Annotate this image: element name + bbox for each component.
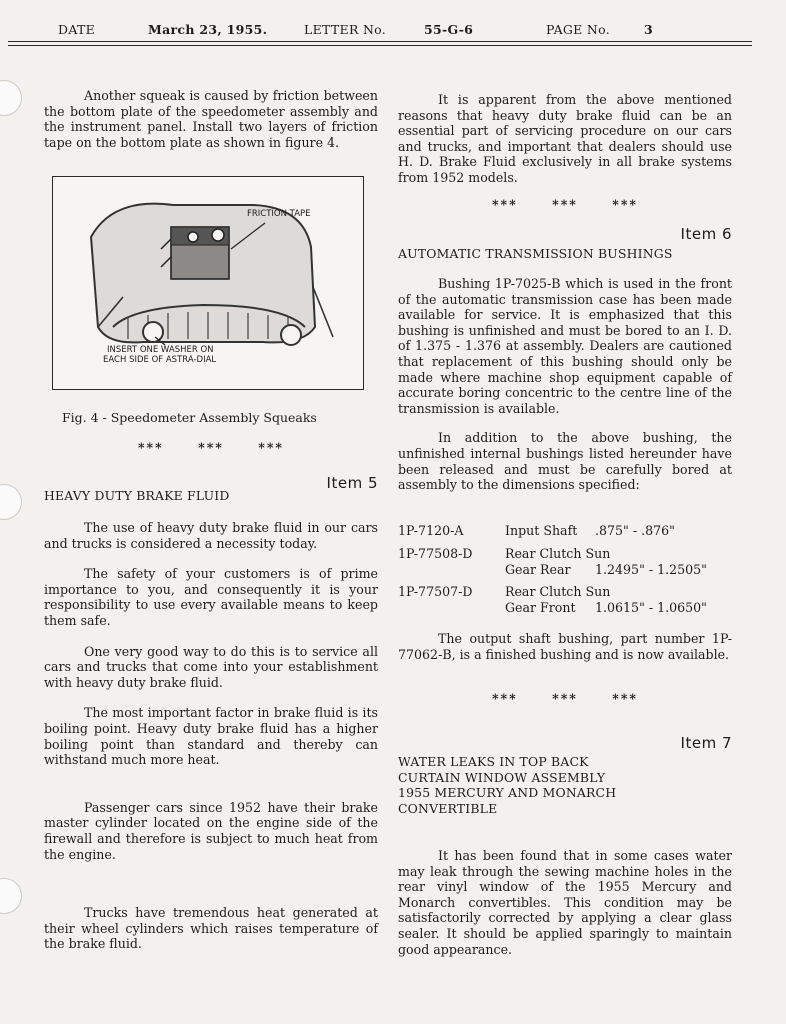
figure-caption: Fig. 4 - Speedometer Assembly Squeaks (62, 410, 317, 425)
page-label: PAGE No. (546, 22, 610, 37)
part-description-2: Gear Front (505, 600, 576, 615)
paragraph-brake-conclusion: It is apparent from the above mentioned reasons that heavy duty brake fluid can be an essential part of servicing procedure on our cars and trucks, and important that dealers should use H. D. Brake Fluid exclusively in all brake systems from 1952 models. (398, 92, 732, 185)
paragraph-brake-3: One very good way to do this is to service all cars and trucks that come into your establishment with heavy duty brake fluid. (44, 643, 378, 690)
part-number: 1P-77507-D (398, 584, 473, 599)
left-column-brake (44, 520, 378, 952)
header-rule (8, 41, 752, 42)
paragraph-bushing: Bushing 1P-7025-B which is used in the front of the automatic transmission case has been made available for service. It is emphasized that this bushing is unfinished and must be bored to an I. D. of 1.375 - 1.376 at assembly. Dealers are cautioned that replacement of this bushing should only be made where machine shop equipment capable of accurate boring concentric to the centre line of the transmission is available. (398, 276, 732, 416)
heading-water-leaks-line: CONVERTIBLE (398, 800, 498, 816)
figure-speedometer (52, 176, 364, 390)
date-label: DATE (58, 22, 96, 37)
figure-label-washer-1: INSERT ONE WASHER ON (107, 345, 214, 355)
paragraph-brake-1: The use of heavy duty brake fluid in our cars and trucks is considered a necessity today. (44, 520, 378, 551)
punch-hole (0, 80, 22, 116)
separator-stars: *** *** *** (491, 691, 639, 706)
paragraph-brake-6: Trucks have tremendous heat generated at their wheel cylinders which raises temperature of the brake fluid. (44, 905, 378, 952)
paragraph-output-shaft: The output shaft bushing, part number 1P-77062-B, is a finished bushing and is now available. (398, 631, 732, 662)
part-number: 1P-77508-D (398, 546, 473, 561)
parts-row (398, 546, 732, 578)
part-description: Rear Clutch Sun (505, 584, 611, 599)
part-number: 1P-7120-A (398, 523, 464, 538)
figure-label-washer-2: EACH SIDE OF ASTRA-DIAL (103, 355, 217, 365)
heading-water-leaks (398, 754, 732, 816)
paragraph-brake-5: Passenger cars since 1952 have their brake master cylinder located on the engine side of the firewall and therefore is subject to much heat from the engine. (44, 799, 378, 862)
separator-stars: *** *** *** (137, 440, 285, 455)
date-value: March 23, 1955. (148, 22, 268, 37)
heading-transmission-bushings: AUTOMATIC TRANSMISSION BUSHINGS (398, 246, 673, 261)
right-column-output (398, 631, 732, 662)
item-7-label: Item 7 (680, 734, 732, 752)
right-column-water (398, 848, 732, 957)
heading-water-leaks-line: CURTAIN WINDOW ASSEMBLY (398, 769, 606, 785)
heading-water-leaks-line: 1955 MERCURY AND MONARCH (398, 785, 617, 801)
part-description: Input Shaft (505, 523, 578, 538)
punch-hole (0, 484, 22, 520)
separator-stars: *** *** *** (491, 197, 639, 212)
parts-list (398, 523, 732, 623)
left-column-top (44, 88, 378, 150)
heading-water-leaks-line: WATER LEAKS IN TOP BACK (398, 754, 589, 769)
part-dimension: .875" - .876" (595, 523, 675, 538)
part-description-2: Gear Rear (505, 562, 571, 577)
item-5-label: Item 5 (326, 474, 378, 492)
page-value: 3 (644, 22, 653, 37)
heading-brake-fluid: HEAVY DUTY BRAKE FLUID (44, 488, 230, 503)
letter-label: LETTER No. (304, 22, 387, 37)
paragraph-brake-4: The most important factor in brake fluid is its boiling point. Heavy duty brake fluid has a higher boiling point than standard and thereby can withstand much more heat. (44, 705, 378, 768)
part-dimension: 1.0615" - 1.0650" (595, 600, 707, 615)
parts-row (398, 523, 732, 539)
header-rule (8, 45, 752, 46)
paragraph-squeak: Another squeak is caused by friction between the bottom plate of the speedometer assembly and the instrument panel. Install two layers of friction tape on the bottom plate as shown in figure 4. (44, 88, 378, 150)
right-column-top (398, 92, 732, 186)
paragraph-brake-2: The safety of your customers is of prime importance to you, and consequently it is your responsibility to use every available means to keep them safe. (44, 566, 378, 628)
paragraph-water-leaks: It has been found that in some cases water may leak through the sewing machine holes in the rear vinyl window of the 1955 Mercury and Monarch convertibles. This condition may be satisfactorily corrected by applying a clear glass sealer. It should be applied sparingly to maintain good appearance. (398, 848, 732, 957)
letter-value: 55-G-6 (424, 22, 474, 37)
paragraph-addition: In addition to the above bushing, the unfinished internal bushings listed hereunder have been released and must be carefully bored at assembly to the dimensions specified: (398, 430, 732, 493)
part-description: Rear Clutch Sun (505, 546, 611, 561)
part-dimension: 1.2495" - 1.2505" (595, 562, 707, 577)
item-6-label: Item 6 (680, 225, 732, 243)
parts-row (398, 584, 732, 616)
right-column-bushings (398, 276, 732, 493)
punch-hole (0, 878, 22, 914)
figure-label-tape: FRICTION TAPE (247, 209, 311, 219)
